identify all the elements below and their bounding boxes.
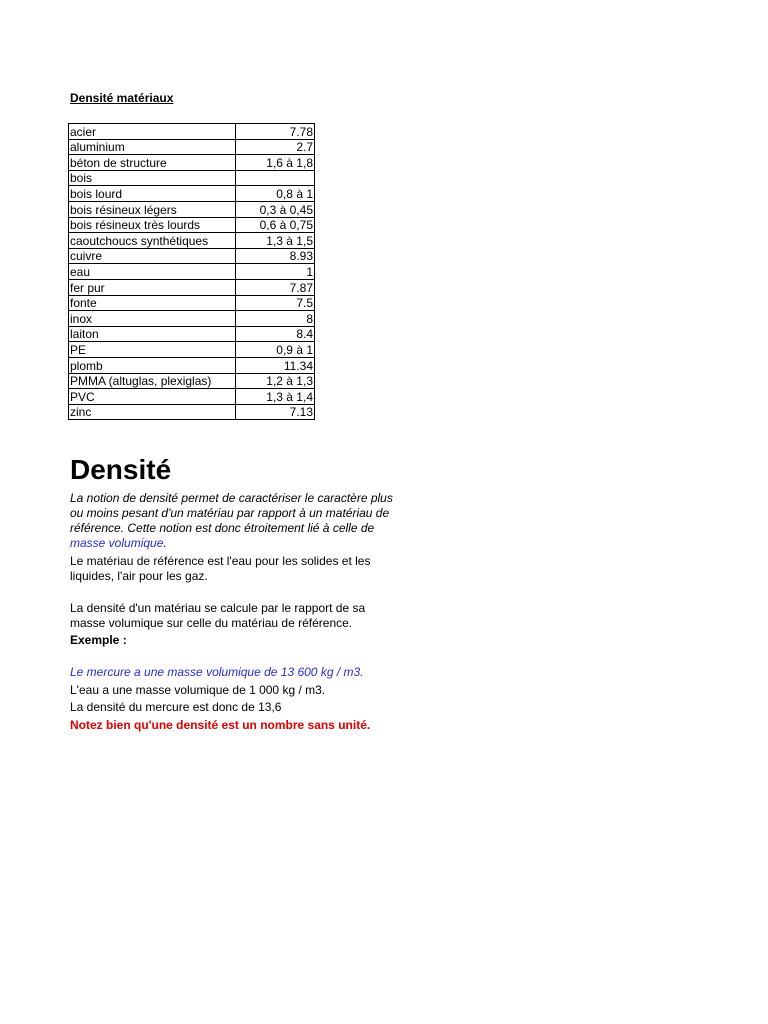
mercury-example: Le mercure a une masse volumique de 13 600 kg / m3. xyxy=(70,665,364,679)
table-row xyxy=(69,233,315,249)
table-row xyxy=(69,201,315,217)
table-row xyxy=(69,248,315,264)
density-value-cell: 0,6 à 0,75 xyxy=(236,217,315,233)
intro-paragraph xyxy=(70,491,400,551)
material-cell: aluminium xyxy=(69,139,236,155)
density-value-cell: 7.78 xyxy=(236,124,315,140)
density-value-cell: 0,3 à 0,45 xyxy=(236,201,315,217)
reference-paragraph: Le matériau de référence est l'eau pour les solides et les liquides, l'air pour les gaz. xyxy=(70,554,371,583)
density-value-cell: 1,6 à 1,8 xyxy=(236,155,315,171)
table-row xyxy=(69,404,315,420)
table-row xyxy=(69,373,315,389)
density-value-cell: 8.93 xyxy=(236,248,315,264)
table-row xyxy=(69,357,315,373)
material-cell: plomb xyxy=(69,357,236,373)
material-cell: PE xyxy=(69,342,236,358)
table-row xyxy=(69,264,315,280)
intro-end: . xyxy=(163,536,167,550)
material-cell: eau xyxy=(69,264,236,280)
density-value-cell: 7.5 xyxy=(236,295,315,311)
material-cell: fonte xyxy=(69,295,236,311)
calculation-paragraph: La densité d'un matériau se calcule par le rapport de sa masse volumique sur celle du matériau de référence. xyxy=(70,601,366,630)
table-row xyxy=(69,311,315,327)
table-row xyxy=(69,326,315,342)
density-value-cell: 11.34 xyxy=(236,357,315,373)
section-title: Densité xyxy=(70,454,172,485)
density-table-body xyxy=(69,124,315,420)
material-cell: béton de structure xyxy=(69,155,236,171)
density-value-cell: 0,8 à 1 xyxy=(236,186,315,202)
intro-text: La notion de densité permet de caractériser le caractère plus ou moins pesant d'un matériau par rapport à un matériau de référence. Cette notion est donc étroitement lié à celle de xyxy=(70,491,393,535)
table-row xyxy=(69,139,315,155)
material-cell: inox xyxy=(69,311,236,327)
material-cell: bois résineux légers xyxy=(69,201,236,217)
table-row xyxy=(69,155,315,171)
table-row xyxy=(69,342,315,358)
material-cell: bois xyxy=(69,170,236,186)
table-row xyxy=(69,170,315,186)
density-value-cell: 8.4 xyxy=(236,326,315,342)
density-value-cell: 1 xyxy=(236,264,315,280)
table-row xyxy=(69,186,315,202)
table-row xyxy=(69,295,315,311)
density-value-cell: 1,2 à 1,3 xyxy=(236,373,315,389)
material-cell: acier xyxy=(69,124,236,140)
density-value-cell: 7.13 xyxy=(236,404,315,420)
density-value-cell: 7.87 xyxy=(236,279,315,295)
density-value-cell: 1,3 à 1,4 xyxy=(236,389,315,405)
masse-volumique-link[interactable]: masse volumique xyxy=(70,536,164,550)
material-cell: bois résineux très lourds xyxy=(69,217,236,233)
material-cell: laiton xyxy=(69,326,236,342)
material-cell: PVC xyxy=(69,389,236,405)
density-result: La densité du mercure est donc de 13,6 xyxy=(70,700,282,714)
table-row xyxy=(69,217,315,233)
density-value-cell: 2.7 xyxy=(236,139,315,155)
density-value-cell xyxy=(236,170,315,186)
density-value-cell: 1,3 à 1,5 xyxy=(236,233,315,249)
table-title: Densité matériaux xyxy=(70,91,174,105)
table-row xyxy=(69,279,315,295)
table-row xyxy=(69,389,315,405)
material-cell: fer pur xyxy=(69,279,236,295)
density-value-cell: 0,9 à 1 xyxy=(236,342,315,358)
table-row xyxy=(69,124,315,140)
density-table xyxy=(68,123,315,420)
material-cell: bois lourd xyxy=(69,186,236,202)
density-value-cell: 8 xyxy=(236,311,315,327)
material-cell: PMMA (altuglas, plexiglas) xyxy=(69,373,236,389)
example-label: Exemple : xyxy=(70,633,127,647)
water-example: L'eau a une masse volumique de 1 000 kg / m3. xyxy=(70,683,326,697)
material-cell: caoutchoucs synthétiques xyxy=(69,233,236,249)
material-cell: zinc xyxy=(69,404,236,420)
material-cell: cuivre xyxy=(69,248,236,264)
unit-note: Notez bien qu'une densité est un nombre sans unité. xyxy=(70,718,371,732)
